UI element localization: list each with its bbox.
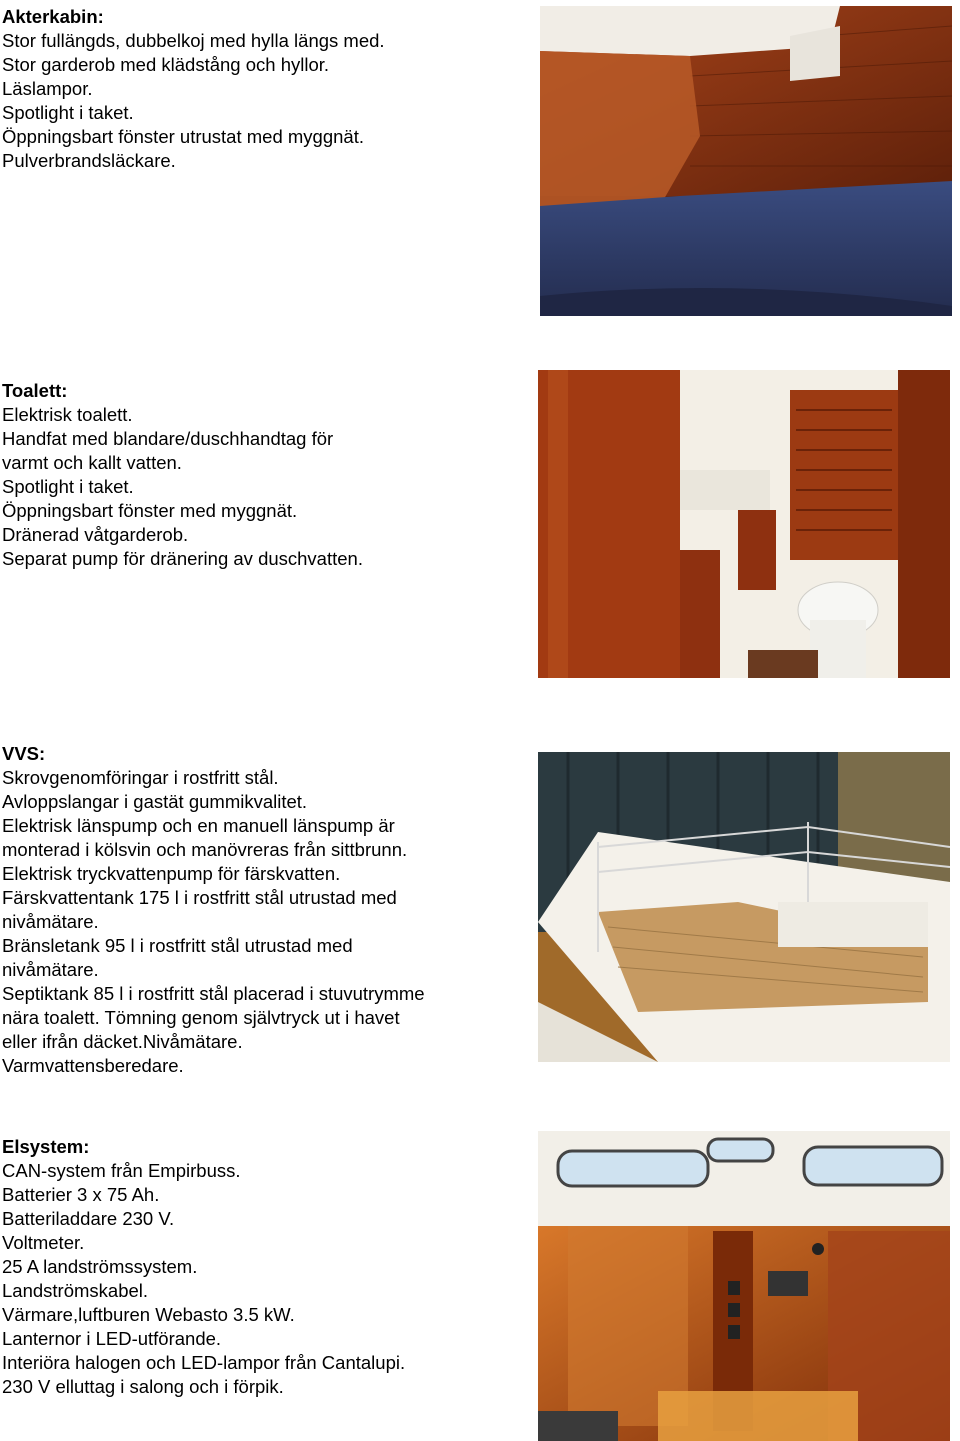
akterkabin-text bbox=[2, 5, 385, 173]
vvs-line: nivåmätare. bbox=[2, 959, 99, 980]
vvs-line: eller ifrån däcket.Nivåmätare. bbox=[2, 1031, 243, 1052]
akterkabin-line: Stor fullängds, dubbelkoj med hylla längs med. bbox=[2, 30, 385, 51]
saloon-interior-photo-icon bbox=[538, 1131, 950, 1441]
vvs-heading: VVS: bbox=[2, 743, 46, 764]
elsystem-line: CAN-system från Empirbuss. bbox=[2, 1160, 241, 1181]
toalett-line: Elektrisk toalett. bbox=[2, 404, 133, 425]
toalett-heading: Toalett: bbox=[2, 380, 68, 401]
vvs-line: Färskvattentank 175 l i rostfritt stål utrustad med bbox=[2, 887, 397, 908]
toalett-line: Spotlight i taket. bbox=[2, 476, 134, 497]
toalett-line: varmt och kallt vatten. bbox=[2, 452, 182, 473]
vvs-line: Bränsletank 95 l i rostfritt stål utrustad med bbox=[2, 935, 353, 956]
akterkabin-heading: Akterkabin: bbox=[2, 6, 104, 27]
elsystem-line: Voltmeter. bbox=[2, 1232, 85, 1253]
elsystem-line: Värmare,luftburen Webasto 3.5 kW. bbox=[2, 1304, 295, 1325]
elsystem-heading: Elsystem: bbox=[2, 1136, 90, 1157]
saloon-photo bbox=[538, 1131, 950, 1441]
aft-cabin-photo bbox=[540, 6, 952, 316]
toalett-text bbox=[2, 379, 363, 571]
elsystem-line: Batteriladdare 230 V. bbox=[2, 1208, 175, 1229]
aft-cabin-berth-photo-icon bbox=[540, 6, 952, 316]
elsystem-line: Interiöra halogen och LED-lampor från Cantalupi. bbox=[2, 1352, 406, 1373]
vvs-line: Elektrisk länspump och en manuell länspump är bbox=[2, 815, 395, 836]
elsystem-line: Batterier 3 x 75 Ah. bbox=[2, 1184, 160, 1205]
akterkabin-line: Stor garderob med klädstång och hyllor. bbox=[2, 54, 330, 75]
elsystem-line: Lanternor i LED-utförande. bbox=[2, 1328, 222, 1349]
vvs-text bbox=[2, 742, 425, 1078]
akterkabin-line: Pulverbrandsläckare. bbox=[2, 150, 176, 171]
boat-stern-deck-photo-icon bbox=[538, 752, 950, 1062]
toilet-photo bbox=[538, 370, 950, 678]
vvs-line: Varmvattensberedare. bbox=[2, 1055, 184, 1076]
toalett-line: Dränerad våtgarderob. bbox=[2, 524, 189, 545]
elsystem-line: Landströmskabel. bbox=[2, 1280, 149, 1301]
toalett-line: Öppningsbart fönster med myggnät. bbox=[2, 500, 298, 521]
vvs-line: Skrovgenomföringar i rostfritt stål. bbox=[2, 767, 279, 788]
vvs-line: Avloppslangar i gastät gummikvalitet. bbox=[2, 791, 308, 812]
toalett-line: Handfat med blandare/duschhandtag för bbox=[2, 428, 334, 449]
vvs-line: Elektrisk tryckvattenpump för färskvatten. bbox=[2, 863, 341, 884]
vvs-line: Septiktank 85 l i rostfritt stål placerad i stuvutrymme bbox=[2, 983, 425, 1004]
vvs-line: nära toalett. Tömning genom självtryck ut i havet bbox=[2, 1007, 400, 1028]
elsystem-line: 230 V elluttag i salong och i förpik. bbox=[2, 1376, 284, 1397]
boat-deck-photo bbox=[538, 752, 950, 1062]
elsystem-line: 25 A landströmssystem. bbox=[2, 1256, 198, 1277]
akterkabin-line: Läslampor. bbox=[2, 78, 93, 99]
elsystem-text bbox=[2, 1135, 405, 1399]
vvs-line: nivåmätare. bbox=[2, 911, 99, 932]
vvs-line: monterad i kölsvin och manövreras från sittbrunn. bbox=[2, 839, 408, 860]
akterkabin-line: Öppningsbart fönster utrustat med myggnät. bbox=[2, 126, 364, 147]
toilet-compartment-photo-icon bbox=[538, 370, 950, 678]
akterkabin-line: Spotlight i taket. bbox=[2, 102, 134, 123]
toalett-line: Separat pump för dränering av duschvatten. bbox=[2, 548, 363, 569]
